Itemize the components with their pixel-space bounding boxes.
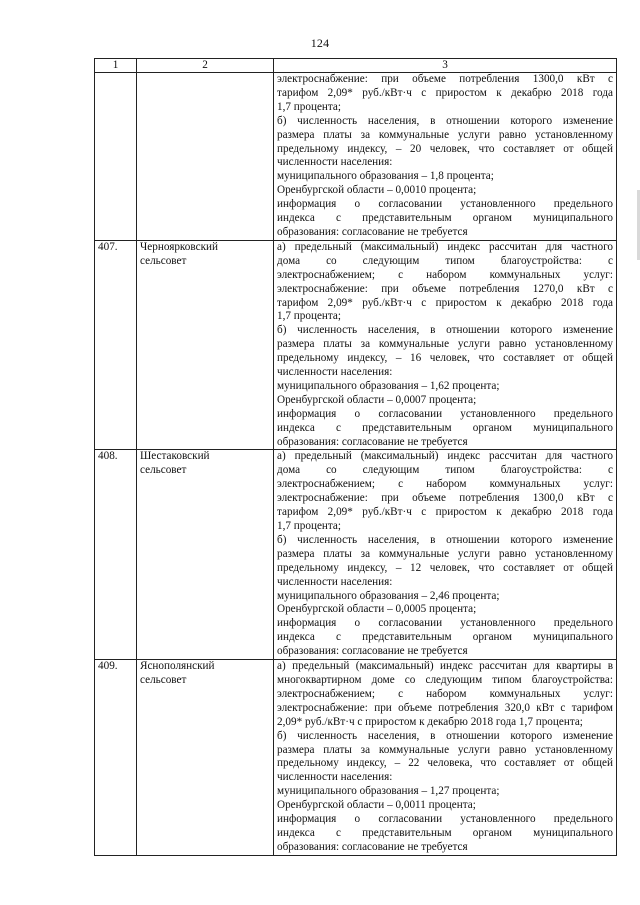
text-line: 1,7 процента; [277,100,341,113]
row-number-cell [95,73,137,241]
text-line: численности населения: [277,156,393,169]
municipality-name [137,660,274,856]
text-line: дома со следующим типом благоустройства: с [277,254,613,267]
text-line: предельному индексу, – 12 человек, что составляет от общей [277,561,613,574]
header-col-3: 3 [274,59,617,73]
page-number: 124 [310,36,330,50]
text-line: б) численность населения, в отношении которого изменение [277,114,613,127]
text-line: 1,7 процента; [277,310,341,323]
text-line: электроснабжение: при объеме потребления 320,0 кВт с тарифом [277,701,613,714]
text-line: б) численность населения, в отношении которого изменение [277,533,613,546]
row-name-cell [137,73,274,241]
text-line: предельному индексу, – 16 человек, что составляет от общей [277,352,613,365]
text-line: электроснабжение: при объеме потребления 1300,0 кВт с [277,73,613,85]
table-row [95,240,617,450]
text-line: Оренбургской области – 0,0010 процента; [277,184,477,197]
header-col-2: 2 [137,59,274,73]
text-line: численности населения: [277,771,393,784]
text-line: Оренбургской области – 0,0007 процента; [277,393,477,406]
municipality-name-line: Яснополянский [140,660,215,673]
text-line: предельному индексу, – 20 человек, что составляет от общей [277,142,613,155]
document-table [94,58,617,856]
text-line: информация о согласовании установленного предельного [277,407,613,420]
text-line: индекса с представительным органом муниципального [277,212,613,225]
municipality-name-line: сельсовет [140,464,187,477]
row-number: 408. [95,450,137,660]
text-line: Оренбургской области – 0,0005 процента; [277,603,477,616]
text-line: б) численность населения, в отношении которого изменение [277,324,613,337]
index-description [274,450,617,660]
text-line: электроснабжением; с набором коммунальных услуг: [277,687,613,700]
table-header-row [95,59,617,73]
municipality-name-line: Шестаковский [140,450,210,463]
text-line: численности населения: [277,575,393,588]
municipality-name [137,450,274,660]
text-line: электроснабжение: при объеме потребления 1270,0 кВт с [277,282,613,295]
text-line: электроснабжением; с набором коммунальных услуг: [277,268,613,281]
table-row [95,660,617,856]
header-col-1: 1 [95,59,137,73]
text-line: информация о согласовании установленного предельного [277,813,613,826]
text-line: информация о согласовании установленного предельного [277,617,613,630]
index-description [274,240,617,450]
text-line: индекса с представительным органом муниципального [277,631,613,644]
text-line: образования: согласование не требуется [277,840,468,853]
text-line: б) численность населения, в отношении которого изменение [277,729,613,742]
text-line: размера платы за коммунальные услуги равно установленному [277,743,613,756]
row-text-cell [274,73,617,241]
text-line: муниципального образования – 1,62 процента; [277,379,500,392]
text-line: муниципального образования – 1,27 процента; [277,785,500,798]
text-line: образования: согласование не требуется [277,645,468,658]
text-line: Оренбургской области – 0,0011 процента; [277,799,476,812]
text-line: а) предельный (максимальный) индекс рассчитан для частного [277,240,613,253]
row-number: 409. [95,660,137,856]
text-line: индекса с представительным органом муниципального [277,421,613,434]
text-line: размера платы за коммунальные услуги равно установленному [277,547,613,560]
table-row [95,450,617,660]
row-number: 407. [95,240,137,450]
text-line: дома со следующим типом благоустройства: с [277,464,613,477]
text-line: размера платы за коммунальные услуги равно установленному [277,338,613,351]
municipality-name-line: Черноярковский [140,240,218,253]
text-line: численности населения: [277,366,393,379]
text-line: 2,09* руб./кВт·ч с приростом к декабрю 2018 года 1,7 процента; [277,715,583,728]
text-line: размера платы за коммунальные услуги равно установленному [277,128,613,141]
text-line: образования: согласование не требуется [277,435,468,448]
text-line: электроснабжение: при объеме потребления 1300,0 кВт с [277,492,613,505]
table-row-continued [95,73,617,241]
municipality-name-line: сельсовет [140,254,187,267]
text-line: предельному индексу, – 22 человека, что составляет от общей [277,757,613,770]
text-line: тарифом 2,09* руб./кВт·ч с приростом к декабрю 2018 года [277,506,613,519]
text-line: муниципального образования – 1,8 процента; [277,170,494,183]
municipality-name-line: сельсовет [140,673,187,686]
text-line: образования: согласование не требуется [277,225,468,238]
text-line: а) предельный (максимальный) индекс рассчитан для квартиры в [277,660,613,673]
text-line: информация о согласовании установленного предельного [277,198,613,211]
text-line: электроснабжением; с набором коммунальных услуг: [277,478,613,491]
text-line: а) предельный (максимальный) индекс рассчитан для частного [277,450,613,463]
municipality-name [137,240,274,450]
text-line: муниципального образования – 2,46 процента; [277,589,500,602]
text-line: тарифом 2,09* руб./кВт·ч с приростом к декабрю 2018 года [277,296,613,309]
text-line: многоквартирном доме со следующим типом благоустройства: [277,673,613,686]
text-line: 1,7 процента; [277,520,341,532]
index-description [274,660,617,856]
text-line: тарифом 2,09* руб./кВт·ч с приростом к декабрю 2018 года [277,86,613,99]
text-line: индекса с представительным органом муниципального [277,826,613,839]
